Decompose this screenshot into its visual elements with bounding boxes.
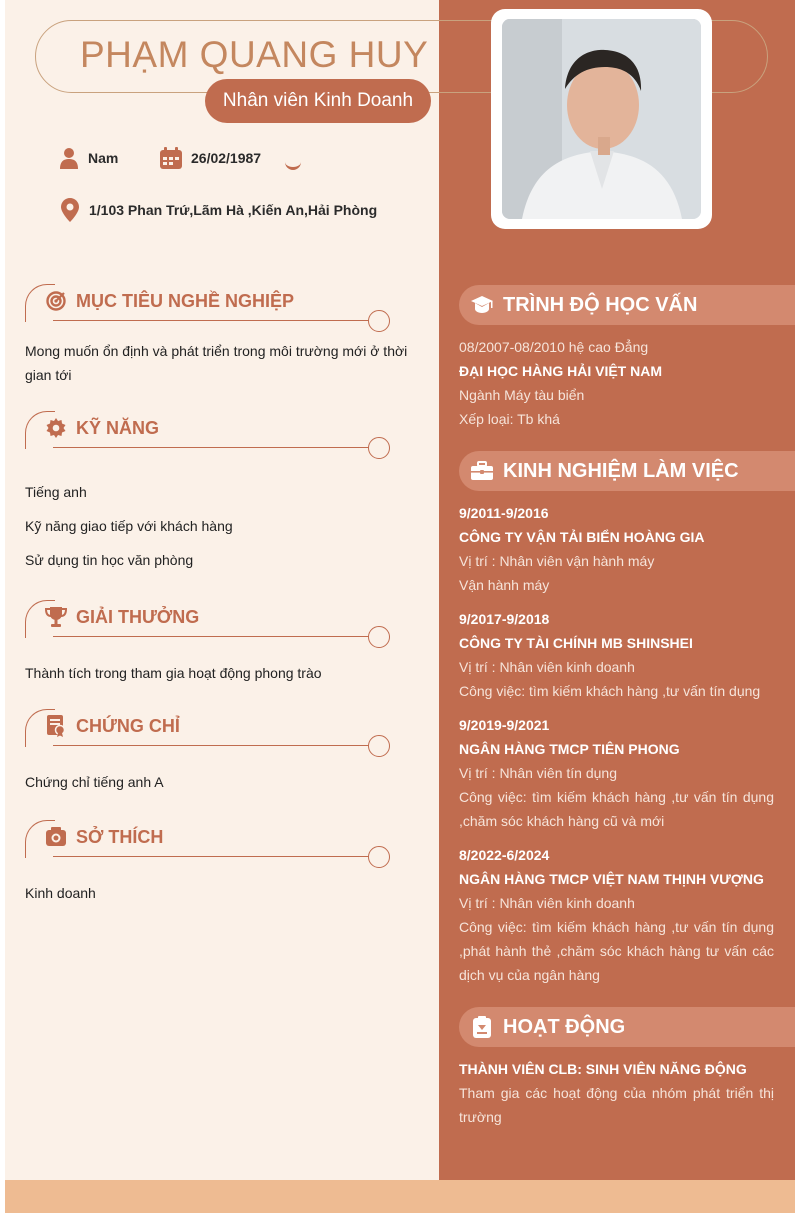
trophy-icon — [45, 606, 67, 628]
education-grade: Xếp loại: Tb khá — [459, 411, 560, 427]
skill-item: Sử dụng tin học văn phòng — [25, 552, 194, 568]
section-experience-header — [459, 451, 795, 491]
section-knob — [368, 626, 390, 648]
job-company: NGÂN HÀNG TMCP VIỆT NAM THỊNH VƯỢNG — [459, 871, 764, 887]
awards-text: Thành tích trong tham gia hoạt động phong trào — [25, 665, 322, 681]
hobbies-text: Kinh doanh — [25, 885, 96, 901]
activity-name: THÀNH VIÊN CLB: SINH VIÊN NĂNG ĐỘNG — [459, 1061, 747, 1077]
gender-value: Nam — [88, 150, 119, 166]
profile-photo — [502, 19, 701, 219]
section-title: SỞ THÍCH — [76, 826, 164, 847]
section-title: GIẢI THƯỞNG — [76, 606, 200, 627]
job-position: Vị trí : Nhân viên vận hành máy — [459, 553, 655, 569]
objective-text: Mong muốn ổn định và phát triển trong môi trường mới ở thời gian tới — [25, 343, 408, 383]
calendar-icon — [159, 147, 183, 169]
section-title: TRÌNH ĐỘ HỌC VẤN — [503, 293, 698, 316]
section-line — [53, 636, 371, 637]
camera-icon — [45, 826, 67, 848]
section-certificates-header — [25, 709, 391, 753]
job-position: Vị trí : Nhân viên tín dụng — [459, 765, 617, 781]
section-line — [53, 320, 371, 321]
section-title: KINH NGHIỆM LÀM VIỆC — [503, 459, 739, 482]
section-awards-header — [25, 600, 391, 644]
job-position: Vị trí : Nhân viên kinh doanh — [459, 659, 635, 675]
section-knob — [368, 310, 390, 332]
activity-description: Tham gia các hoạt động của nhóm phát triển thị trường — [459, 1085, 774, 1125]
section-title: KỸ NĂNG — [76, 417, 160, 438]
footer-band — [5, 1180, 795, 1213]
skill-item: Tiếng anh — [25, 484, 87, 500]
job-period: 9/2019-9/2021 — [459, 717, 550, 733]
job-title-badge: Nhân viên Kinh Doanh — [205, 79, 431, 123]
gender-info — [58, 147, 118, 169]
education-major: Ngành Máy tàu biển — [459, 387, 585, 403]
birthday-value: 26/02/1987 — [191, 150, 262, 166]
location-pin-icon — [59, 199, 81, 221]
candidate-name: PHẠM QUANG HUY — [80, 34, 429, 75]
profile-photo-frame — [491, 9, 712, 229]
section-title: CHỨNG CHỈ — [76, 715, 180, 736]
job-company: CÔNG TY VẬN TẢI BIỂN HOÀNG GIA — [459, 529, 705, 545]
skill-item: Kỹ năng giao tiếp với khách hàng — [25, 518, 233, 534]
job-description: Vận hành máy — [459, 577, 550, 593]
certificates-text: Chứng chỉ tiếng anh A — [25, 774, 164, 790]
job-company: CÔNG TY TÀI CHÍNH MB SHINSHEI — [459, 635, 693, 651]
graduation-cap-icon — [471, 294, 493, 316]
section-title: MỤC TIÊU NGHỀ NGHIỆP — [76, 290, 295, 311]
briefcase-icon — [471, 460, 493, 482]
address-info — [59, 199, 377, 221]
job-description: Công việc: tìm kiếm khách hàng ,tư vấn tín dụng — [459, 683, 761, 699]
section-knob — [368, 437, 390, 459]
job-company: NGÂN HÀNG TMCP TIÊN PHONG — [459, 741, 680, 757]
certificate-icon — [45, 715, 67, 737]
address-value: 1/103 Phan Trứ,Lãm Hà ,Kiến An,Hải Phòng — [89, 202, 378, 218]
job-period: 9/2011-9/2016 — [459, 505, 549, 521]
section-hobbies-header — [25, 820, 391, 864]
section-line — [53, 447, 371, 448]
section-education-header — [459, 285, 795, 325]
section-skills-header — [25, 411, 391, 455]
section-knob — [368, 846, 390, 868]
section-knob — [368, 735, 390, 757]
education-period: 08/2007-08/2010 hệ cao Đẳng — [459, 339, 649, 355]
section-title: HOẠT ĐỘNG — [503, 1015, 626, 1038]
birthday-info — [159, 147, 261, 169]
person-icon — [58, 147, 80, 169]
badge-icon — [471, 1016, 493, 1038]
target-icon — [45, 290, 67, 312]
section-activities-header — [459, 1007, 795, 1047]
job-description: Công việc: tìm kiếm khách hàng ,tư vấn tín dụng ,phát hành thẻ ,chăm sóc khách hàng tư vấn các dịch vụ của ngân hàng — [459, 919, 774, 983]
job-description: Công việc: tìm kiếm khách hàng ,tư vấn tín dụng ,chăm sóc khách hàng cũ và mới — [459, 789, 774, 829]
job-period: 9/2017-9/2018 — [459, 611, 550, 627]
job-position: Vị trí : Nhân viên kinh doanh — [459, 895, 635, 911]
section-objective-header — [25, 284, 391, 328]
section-line — [53, 745, 371, 746]
education-school: ĐẠI HỌC HÀNG HẢI VIỆT NAM — [459, 363, 662, 379]
gear-icon — [45, 417, 67, 439]
job-period: 8/2022-6/2024 — [459, 847, 550, 863]
section-line — [53, 856, 371, 857]
